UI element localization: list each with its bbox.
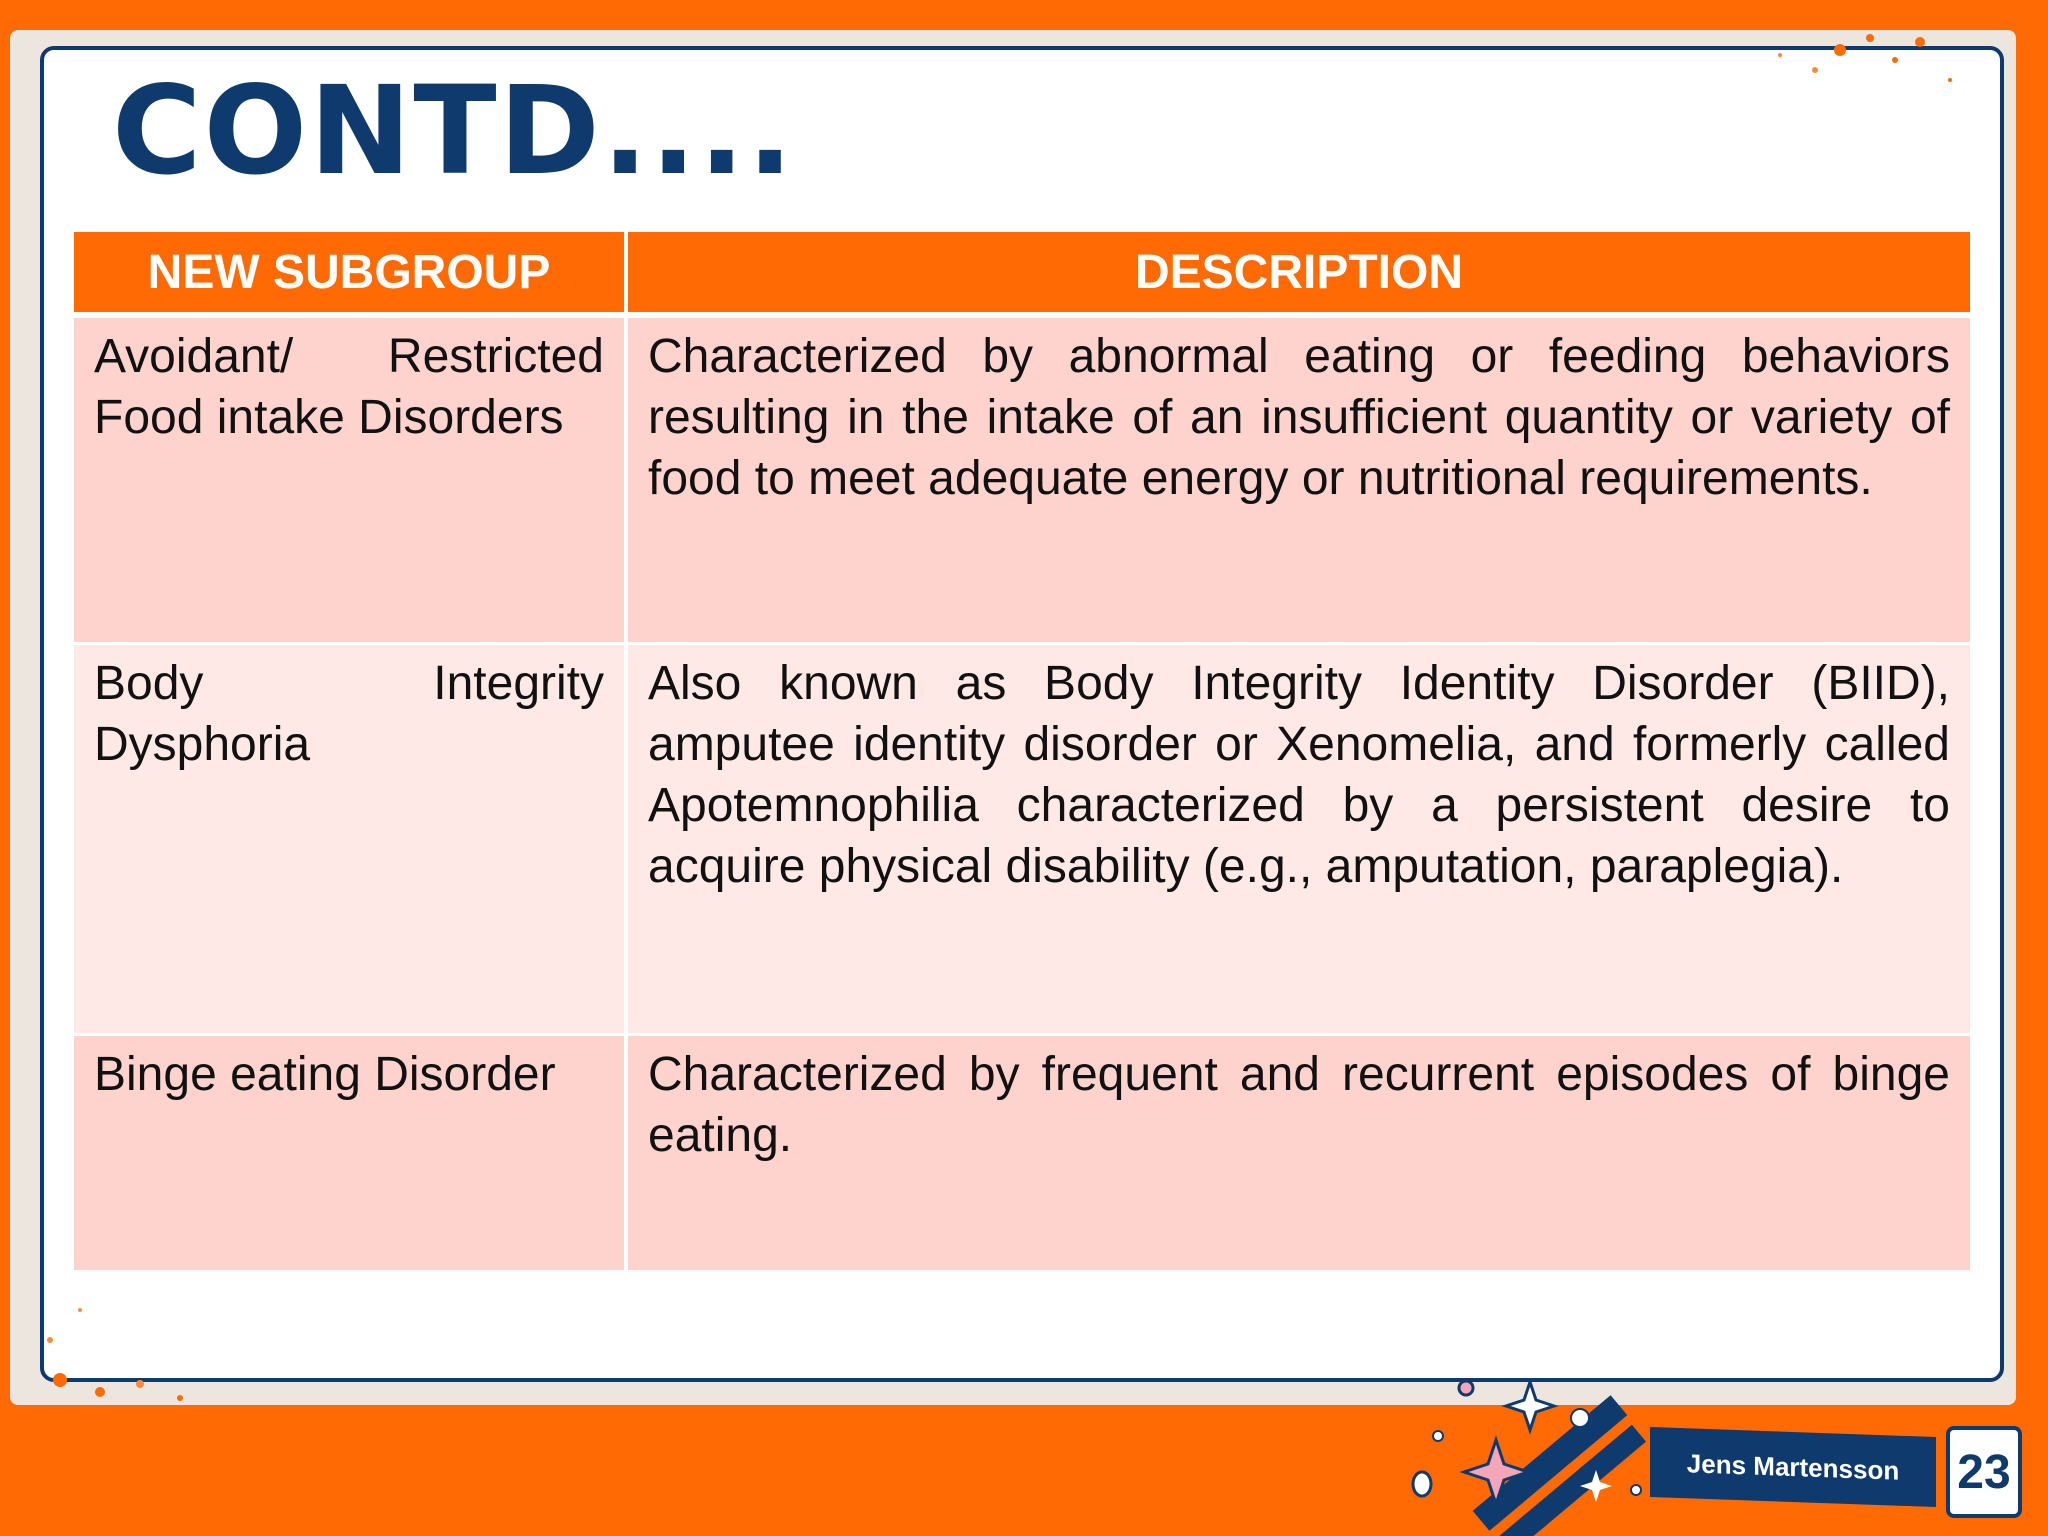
subgroup-cell: Body Integrity Dysphoria: [74, 644, 626, 1035]
presenter-name-badge: Jens Martensson: [1650, 1427, 1936, 1507]
description-cell: Also known as Body Integrity Identity Disorder (BIID), amputee identity disorder or Xenomelia, and formerly called Apotemnophilia characterized by a persistent desire to acquire physical disability (e.g., amputation, paraplegia).: [626, 644, 1970, 1035]
subgroup-cell: Avoidant/ Restricted Food intake Disorders: [74, 315, 626, 644]
description-cell: Characterized by frequent and recurrent episodes of binge eating.: [626, 1035, 1970, 1272]
subgroup-table: [74, 232, 1970, 1273]
table-row: [74, 1035, 1970, 1272]
slide-title: CONTD....: [112, 60, 796, 202]
paint-splash-bottom-left: [20, 1280, 240, 1410]
page-number: 23: [1946, 1426, 2022, 1518]
stars-decoration-icon: [1400, 1380, 1660, 1536]
table-row: [74, 644, 1970, 1035]
table-row: [74, 315, 1970, 644]
paint-splash-top-right: [1720, 20, 1980, 110]
header-new-subgroup: NEW SUBGROUP: [74, 232, 626, 315]
subgroup-cell: Binge eating Disorder: [74, 1035, 626, 1272]
header-description: DESCRIPTION: [626, 232, 1970, 315]
description-cell: Characterized by abnormal eating or feeding behaviors resulting in the intake of an insufficient quantity or variety of food to meet adequate energy or nutritional requirements.: [626, 315, 1970, 644]
table-header-row: [74, 232, 1970, 315]
